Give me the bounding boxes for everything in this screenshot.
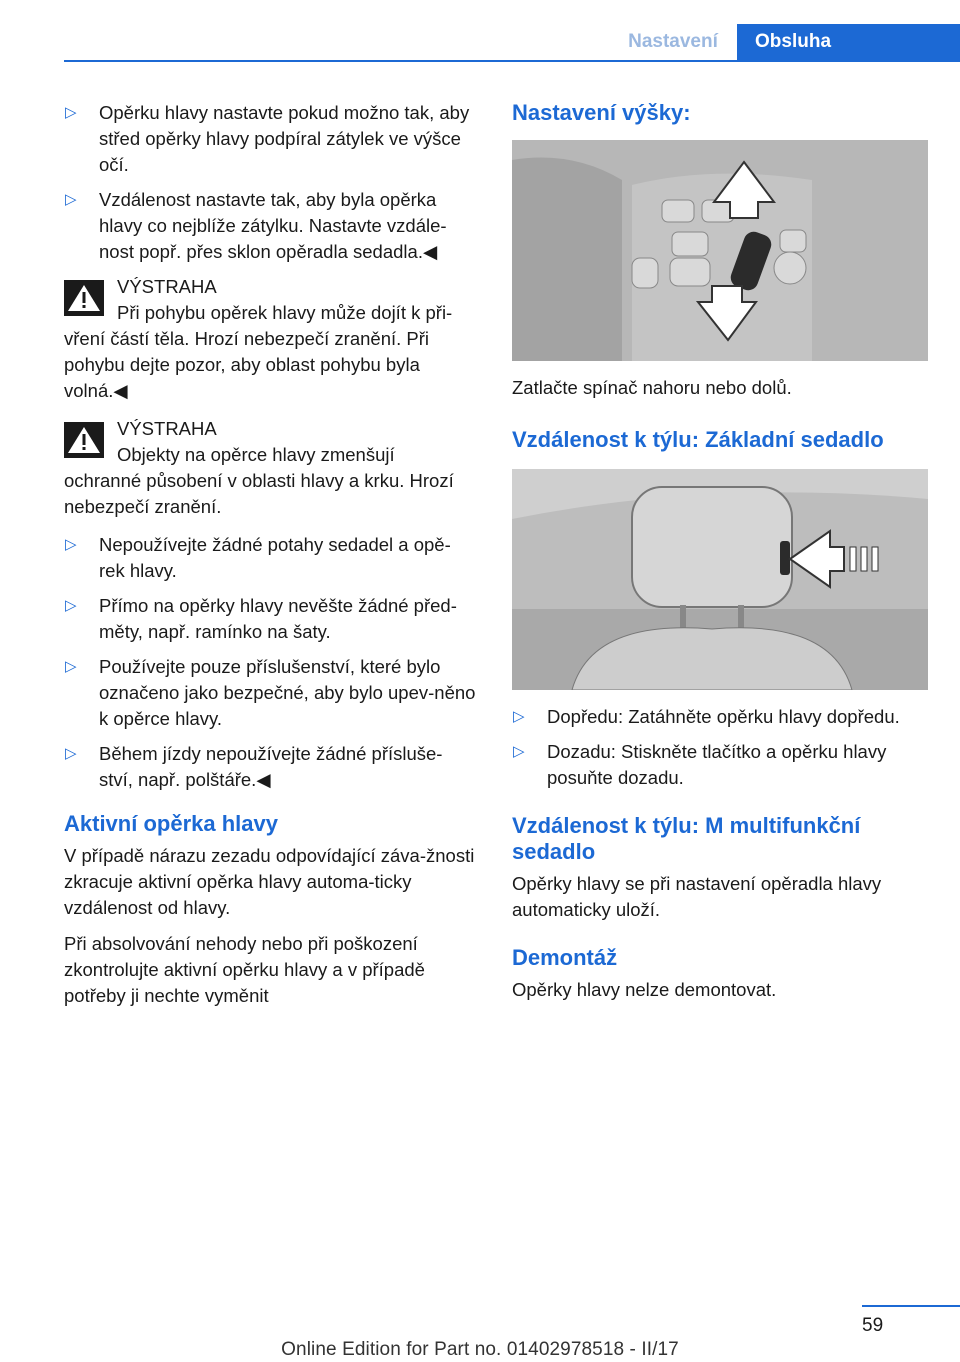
warning-text: Objekty na opěrce hlavy zmenšují ochranné působení v oblasti hlavy a krku. Hrozí nebezpečí zranění. bbox=[64, 444, 454, 517]
basic-seat-heading: Vzdálenost k týlu: Základní sedadlo bbox=[512, 427, 884, 452]
list-item: ▷ Opěrku hlavy nastavte pokud možno tak, aby střed opěrky hlavy podpíral zátylek ve výšce očí. bbox=[65, 102, 470, 175]
warning-text: Při pohybu opěrek hlavy může dojít k při‐vření částí těla. Hrozí nebezpečí zranění. Při pohybu dejte pozor, aby oblast pohybu byla volná.◀ bbox=[64, 302, 453, 401]
list-item: ▷ Dopředu: Zatáhněte opěrku hlavy dopředu. bbox=[512, 704, 928, 730]
list-item: ▷ Nepoužívejte žádné potahy sedadel a opě‐rek hlavy. bbox=[65, 534, 451, 581]
height-adjust-caption: Zatlačte spínač nahoru nebo dolů. bbox=[512, 377, 792, 398]
warning-block-1 bbox=[64, 274, 476, 404]
bullet-triangle-icon: ▷ bbox=[65, 597, 77, 614]
active-headrest-text-2: Při absolvování nehody nebo při poškození zkontrolujte aktivní opěrku hlavy a v případě potřeby ji nechte vyměnit bbox=[64, 933, 425, 1006]
height-adjust-heading: Nastavení výšky: bbox=[512, 100, 691, 125]
warning-triangle-icon bbox=[64, 422, 104, 458]
bullet-triangle-icon: ▷ bbox=[65, 536, 77, 553]
online-edition-note: Online Edition for Part no. 01402978518 - II/17 bbox=[281, 1339, 679, 1360]
page-number: 59 bbox=[862, 1315, 884, 1336]
warning-title: VÝSTRAHA bbox=[117, 276, 217, 297]
header-tab-nastaveni: Nastavení bbox=[628, 31, 718, 52]
bullet-triangle-icon: ▷ bbox=[65, 104, 77, 121]
header-tab-obsluha: Obsluha bbox=[737, 24, 960, 60]
left-column bbox=[64, 100, 476, 1019]
bullet-triangle-icon: ▷ bbox=[513, 708, 525, 725]
bullet-triangle-icon: ▷ bbox=[65, 658, 77, 675]
list-item: ▷ Vzdálenost nastavte tak, aby byla opěrka hlavy co nejblíže zátylku. Nastavte vzdále‐nost popř. přes sklon opěradla sedadla.◀ bbox=[65, 189, 447, 262]
m-seat-text: Opěrky hlavy se při nastavení opěradla hlavy automaticky uloží. bbox=[512, 873, 882, 920]
active-headrest-heading: Aktivní opěrka hlavy bbox=[64, 811, 278, 836]
removal-text: Opěrky hlavy nelze demontovat. bbox=[512, 979, 777, 1000]
list-item: ▷ Přímo na opěrky hlavy nevěšte žádné před‐měty, např. ramínko na šaty. bbox=[65, 595, 457, 642]
m-seat-heading: Vzdálenost k týlu: M multifunkční sedadlo bbox=[512, 813, 861, 864]
list-item: ▷ Používejte pouze příslušenství, které bylo označeno jako bezpečné, aby bylo upev‐něno k opěrce hlavy. bbox=[65, 656, 476, 729]
list-item: ▷ Během jízdy nepoužívejte žádné přísluše‐ství, např. polštáře.◀ bbox=[65, 743, 443, 790]
seat-switch-illustration bbox=[512, 140, 928, 361]
header-rule bbox=[64, 60, 960, 62]
warning-triangle-icon bbox=[64, 280, 104, 316]
bullet-triangle-icon: ▷ bbox=[65, 745, 77, 762]
headrest-illustration bbox=[512, 469, 928, 690]
bullet-triangle-icon: ▷ bbox=[513, 743, 525, 760]
bullet-triangle-icon: ▷ bbox=[65, 191, 77, 208]
removal-heading: Demontáž bbox=[512, 945, 618, 970]
warning-title: VÝSTRAHA bbox=[117, 418, 217, 439]
active-headrest-text-1: V případě nárazu zezadu odpovídající záva‐žnosti zkracuje aktivní opěrka hlavy automa‐ticky vzdálenost od hlavy. bbox=[64, 845, 475, 918]
right-column bbox=[512, 100, 928, 1013]
list-item: ▷ Dozadu: Stiskněte tlačítko a opěrku hlavy posuňte dozadu. bbox=[513, 741, 887, 788]
warning-block-2 bbox=[64, 416, 476, 520]
footer-rule bbox=[862, 1305, 960, 1307]
